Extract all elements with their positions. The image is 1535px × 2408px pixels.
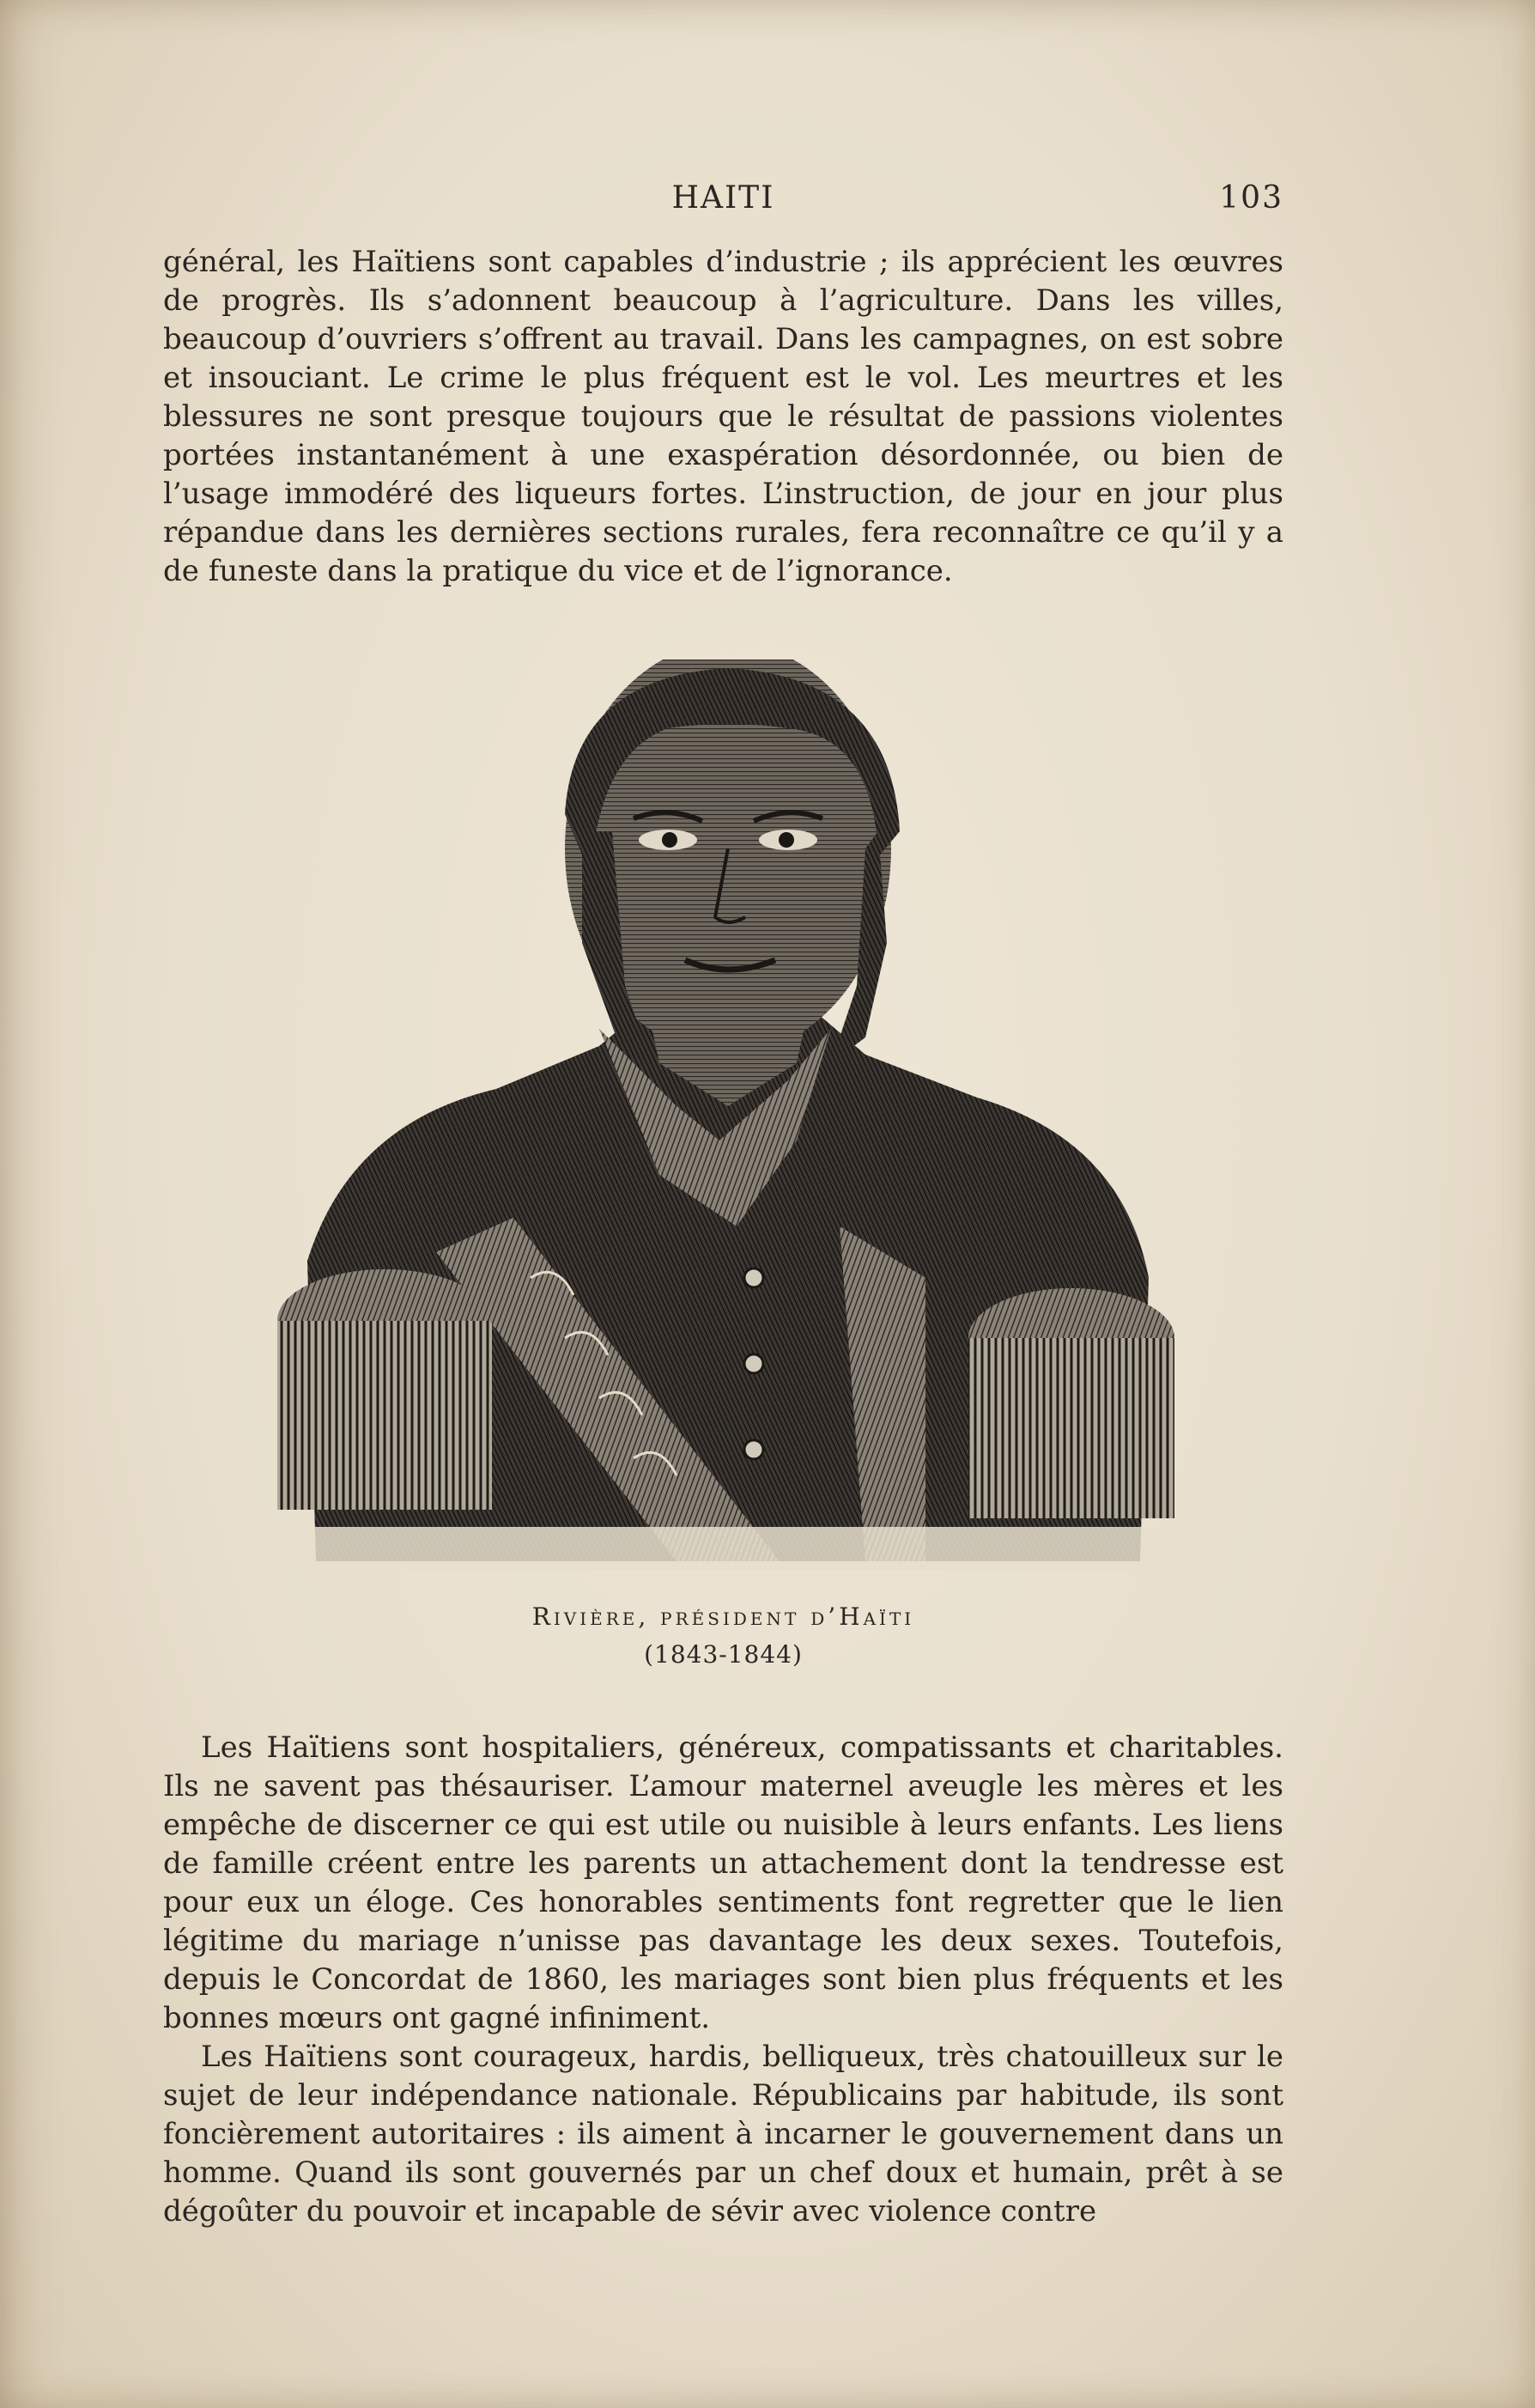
portrait-engraving-illustration — [273, 660, 1183, 1570]
running-title: HAITI — [671, 180, 775, 216]
figure-caption-dates: (1843-1844) — [644, 1640, 803, 1669]
figure-caption-title: Rivière, président d’Haïti — [531, 1602, 915, 1631]
paragraph-continued: général, les Haïtiens sont capables d’industrie ; ils apprécient les œuvres de progrès. Ils s’adonnent beaucoup à l’agriculture. Dans les villes, beaucoup d’ouvriers s’offrent au travail. Dans les campagnes, on est sobre et insouciant. Le crime le plus fréquent est le vol. Les meurtres et les blessures ne sont presque toujours que le résultat de passions violentes portées instantanément à une exaspération désordonnée, ou bien de l’usage immodéré des liqueurs fortes. L’instruction, de jour en jour plus répandue dans les dernières sections rurales, fera reconnaître ce qu’il y a de funeste dans la pratique du vice et de l’ignorance. — [163, 245, 1283, 588]
body-text-top — [163, 243, 1283, 591]
running-head — [163, 180, 1283, 223]
body-text-bottom — [163, 1729, 1283, 2231]
portrait-engraving — [273, 660, 1183, 1570]
right-epaulette — [968, 1288, 1174, 1518]
page-number: 103 — [1219, 180, 1283, 216]
paragraph-hospitality: Les Haïtiens sont hospitaliers, généreux, compatissants et charitables. Ils ne savent pas thésauriser. L’amour maternel aveugle les mères et les empêche de discerner ce qui est utile ou nuisible à leurs enfants. Les liens de famille créent entre les parents un attachement dont la tendresse est pour eux un éloge. Ces honorables sentiments font regretter que le lien légitime du mariage n’unisse pas davantage les deux sexes. Toutefois, depuis le Concordat de 1860, les mariages sont bien plus fréquents et les bonnes mœurs ont gagné infiniment. — [163, 1730, 1283, 2035]
paragraph-courage: Les Haïtiens sont courageux, hardis, belliqueux, très chatouilleux sur le sujet de leur indépendance nationale. Républicains par habitude, ils sont foncièrement autoritaires : ils aiment à incarner le gouvernement dans un homme. Quand ils sont gouvernés par un chef doux et humain, prêt à se dégoûter du pouvoir et incapable de sévir avec violence contre — [163, 2040, 1283, 2229]
left-epaulette — [277, 1269, 492, 1510]
